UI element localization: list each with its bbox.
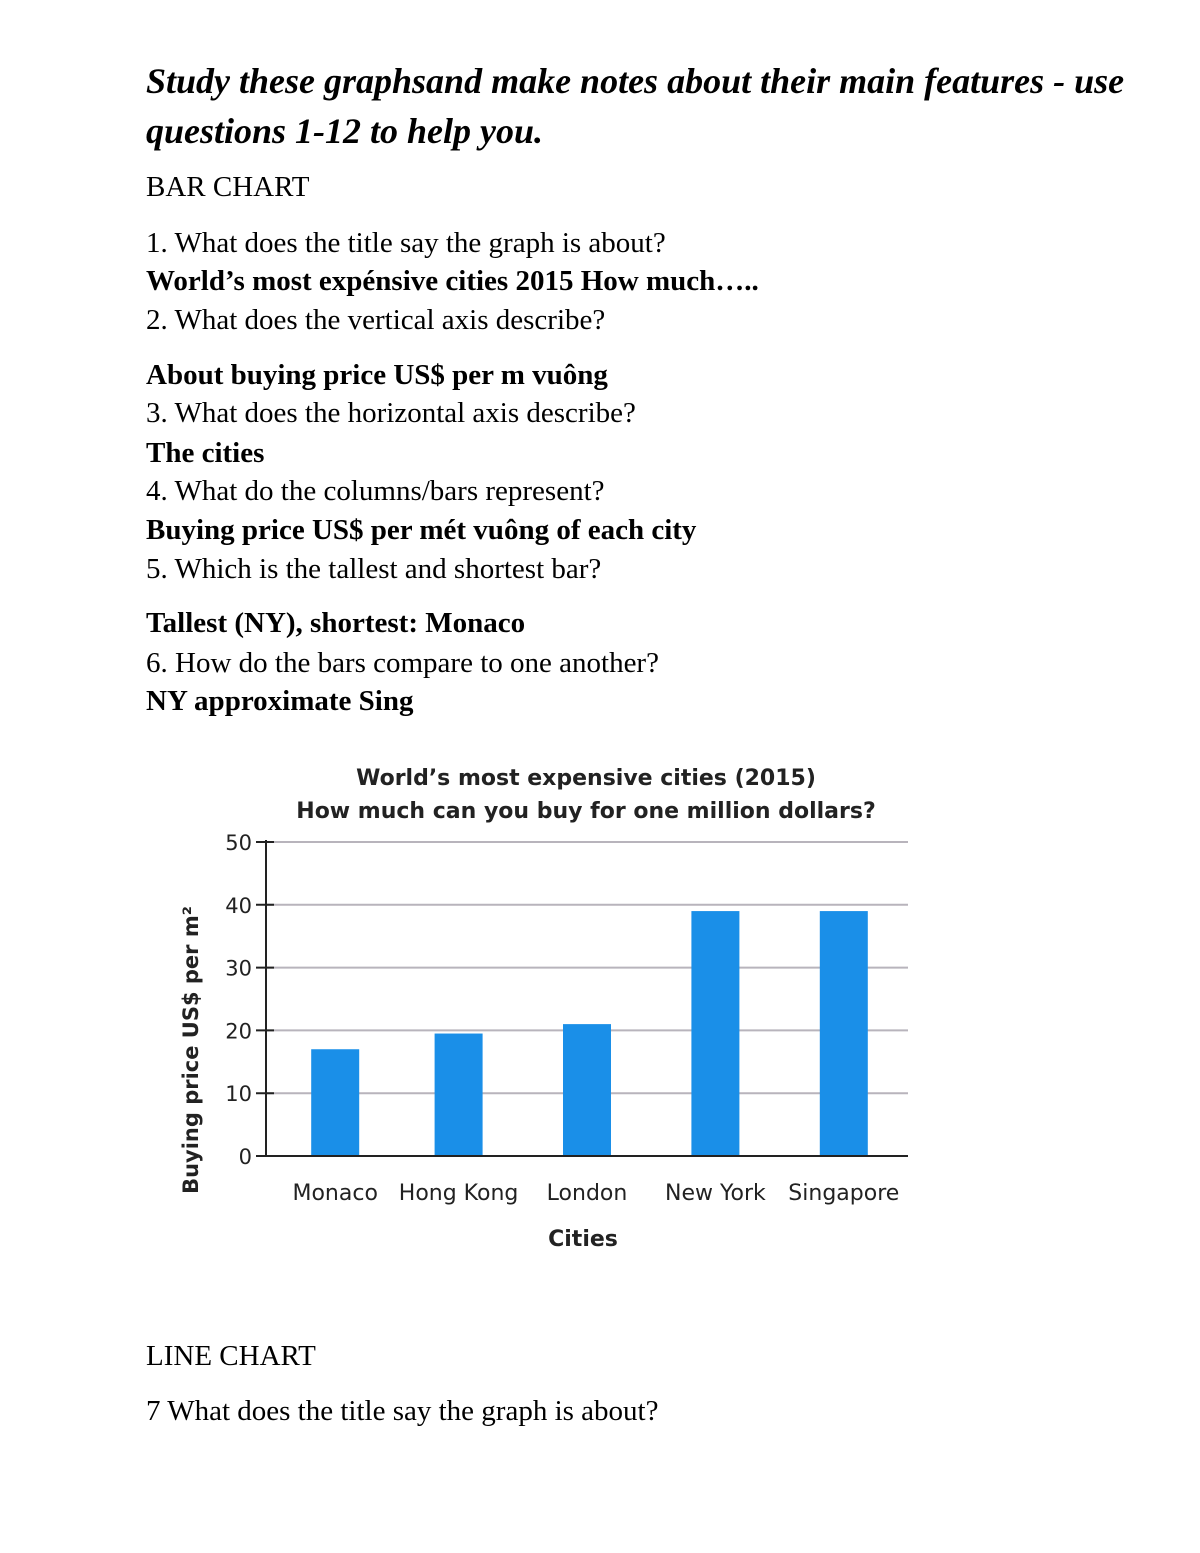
x-axis-label: Cities <box>548 1227 618 1252</box>
question-1: 1. What does the title say the graph is about? <box>146 227 666 259</box>
y-tick-label: 30 <box>225 956 252 981</box>
chart-bars <box>311 911 868 1156</box>
question-6: 6. How do the bars compare to one another? <box>146 647 659 679</box>
question-3: 3. What does the horizontal axis describe? <box>146 397 636 429</box>
answer-3: The cities <box>146 437 265 469</box>
x-tick-label: London <box>546 1181 628 1206</box>
answer-6: NY approximate Sing <box>146 685 414 717</box>
bar <box>311 1049 359 1156</box>
question-2: 2. What does the vertical axis describe? <box>146 304 606 336</box>
x-tick-label: Hong Kong <box>398 1181 519 1206</box>
chart-title: World’s most expensive cities (2015) <box>356 766 816 791</box>
answer-1: World’s most expénsive cities 2015 How much….. <box>146 265 759 297</box>
question-5: 5. Which is the tallest and shortest bar? <box>146 553 602 585</box>
y-tick-label: 50 <box>225 831 252 855</box>
line-chart-section-title: LINE CHART <box>146 1340 316 1372</box>
bar <box>563 1024 611 1156</box>
y-tick-label: 20 <box>225 1019 252 1044</box>
bar <box>691 911 739 1156</box>
x-tick-label: New York <box>665 1181 766 1206</box>
page-heading: Study these graphsand make notes about their main features - use questions 1-12 to help you. <box>146 61 1125 151</box>
x-tick-label: Singapore <box>788 1181 900 1206</box>
x-tick-label: Monaco <box>292 1181 378 1206</box>
answer-5: Tallest (NY), shortest: Monaco <box>146 607 526 639</box>
bar <box>435 1034 483 1156</box>
answer-2: About buying price US$ per m vuông <box>146 359 608 391</box>
question-4: 4. What do the columns/bars represent? <box>146 475 605 507</box>
y-tick-label: 40 <box>225 893 252 918</box>
question-7: 7 What does the title say the graph is about? <box>146 1395 659 1427</box>
chart-subtitle: How much can you buy for one million dollars? <box>296 799 876 824</box>
x-axis-tick-labels <box>292 1181 899 1206</box>
y-tick-label: 0 <box>238 1145 252 1169</box>
bar-chart-section-title: BAR CHART <box>146 171 310 203</box>
y-axis-label: Buying price US$ per m² <box>179 906 203 1194</box>
bar-chart <box>146 760 996 1260</box>
y-tick-label: 10 <box>225 1082 252 1107</box>
answer-4: Buying price US$ per mét vuông of each city <box>146 514 697 546</box>
bar <box>820 911 868 1156</box>
